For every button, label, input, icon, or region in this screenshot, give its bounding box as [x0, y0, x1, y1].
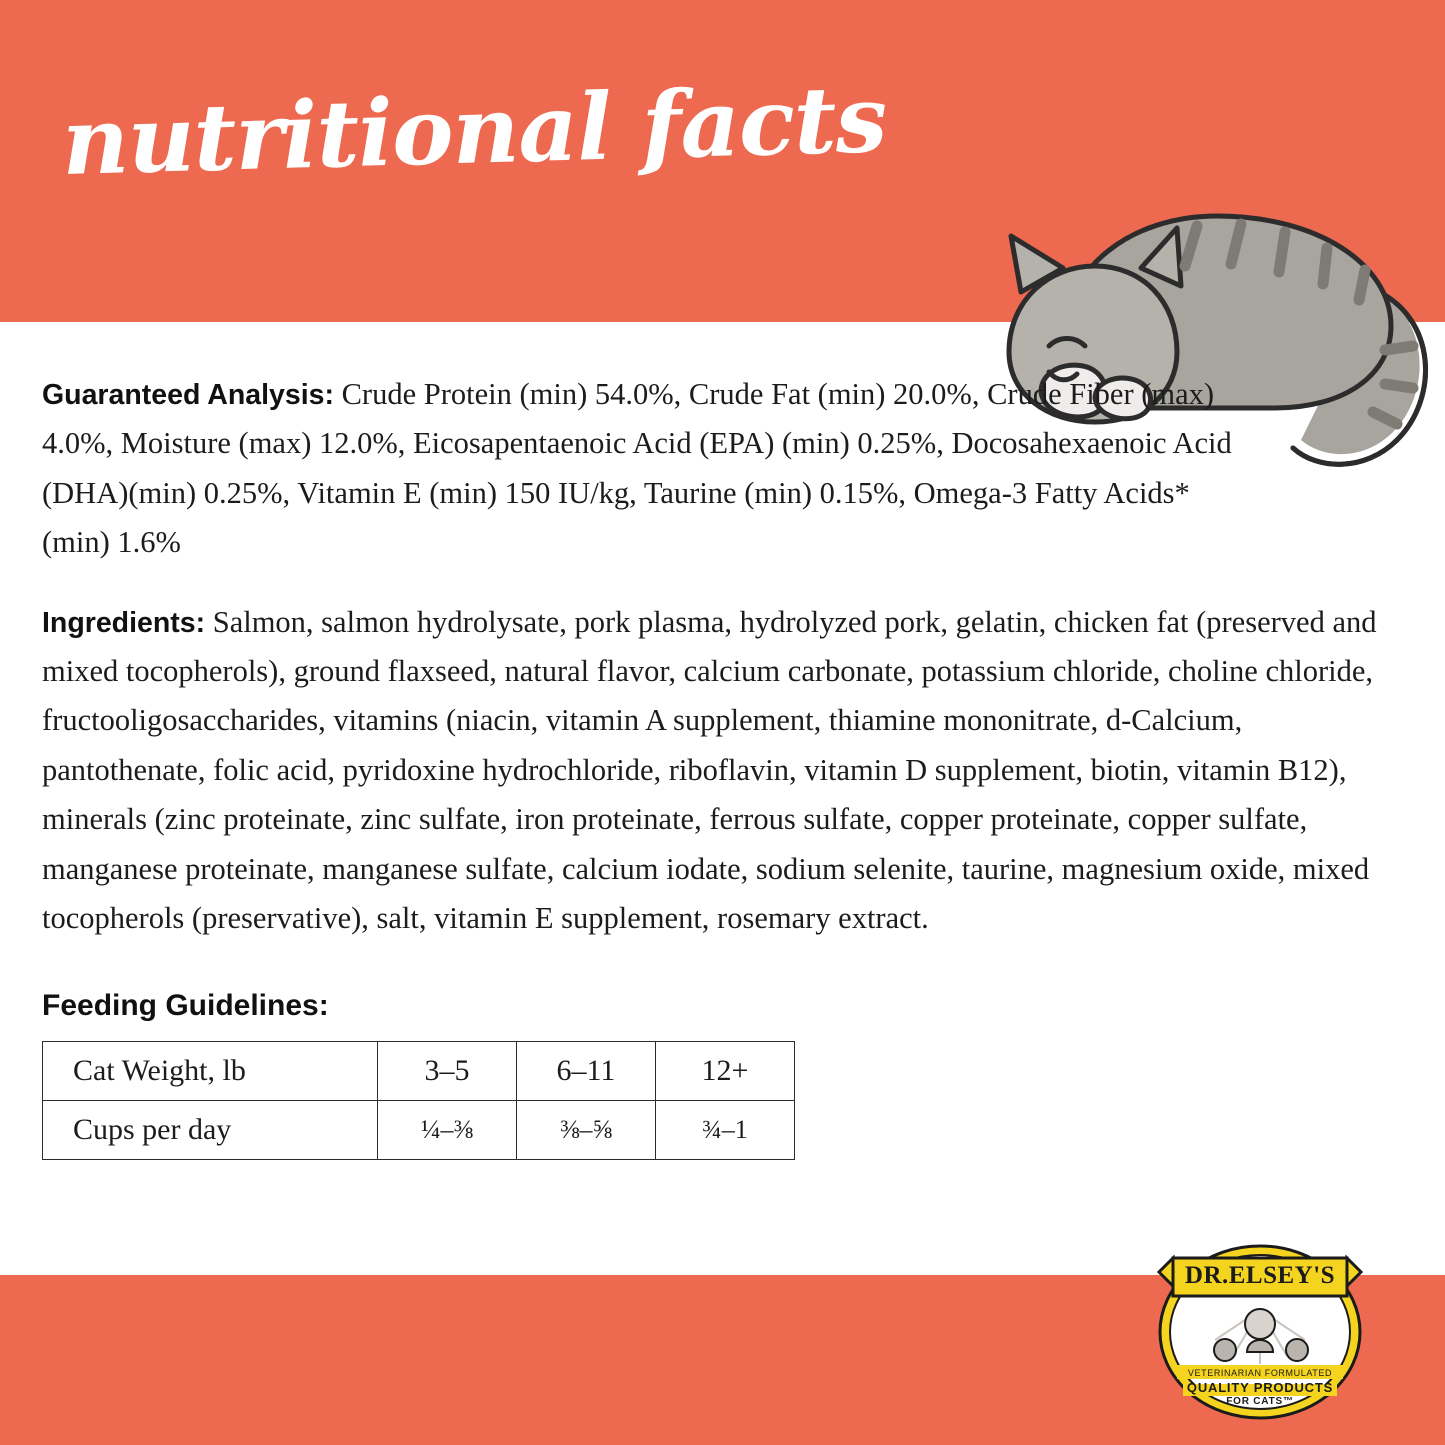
logo-tagline-3: FOR CATS™ — [1226, 1396, 1294, 1407]
logo-tagline-1: VETERINARIAN FORMULATED — [1187, 1368, 1333, 1378]
feeding-guidelines-table — [42, 1041, 795, 1160]
guaranteed-analysis-label: Guaranteed Analysis: — [42, 379, 334, 411]
logo-brand-text: DR.ELSEY'S — [1184, 1262, 1336, 1289]
table-row — [43, 1042, 795, 1101]
table-cell: 12+ — [656, 1042, 795, 1101]
table-cell: 6–11 — [517, 1042, 656, 1101]
label-content — [0, 322, 1445, 1160]
table-cell: ⅜–⅝ — [517, 1101, 656, 1160]
ingredients-text: Salmon, salmon hydrolysate, pork plasma, hydrolyzed pork, gelatin, chicken fat (preserved and mixed tocopherols), ground flaxseed, natural flavor, calcium carbonate, potassium chloride, choline chloride, fructooligosaccharides, vitamins (niacin, vitamin A supplement, thiamine mononitrate, d-Calcium, pantothenate, folic acid, pyridoxine hydrochloride, riboflavin, vitamin D supplement, biotin, vitamin B12), minerals (zinc proteinate, zinc sulfate, iron proteinate, ferrous sulfate, copper proteinate, copper sulfate, manganese proteinate, manganese sulfate, calcium iodate, sodium selenite, taurine, magnesium oxide, mixed tocopherols (preservative), salt, vitamin E supplement, rosemary extract. — [42, 604, 1377, 936]
table-row — [43, 1101, 795, 1160]
table-cell: 3–5 — [378, 1042, 517, 1101]
ingredients-label: Ingredients: — [42, 606, 206, 639]
table-row-header: Cat Weight, lb — [43, 1042, 378, 1101]
feeding-guidelines-title: Feeding Guidelines: — [42, 989, 329, 1023]
table-cell: ¾–1 — [656, 1101, 795, 1160]
dr-elseys-logo-icon — [1155, 1240, 1365, 1425]
guaranteed-analysis-paragraph — [42, 322, 1257, 568]
ingredients-paragraph — [42, 568, 1402, 944]
table-row-header: Cups per day — [43, 1101, 378, 1160]
table-cell: ¼–⅜ — [378, 1101, 517, 1160]
page-title: nutritional facts — [60, 65, 888, 196]
guaranteed-analysis-text: Crude Protein (min) 54.0%, Crude Fat (min) 20.0%, Crude Fiber (max) 4.0%, Moisture (max) 12.0%, Eicosapentaenoic Acid (EPA) (min) 0.25%, Docosahexaenoic Acid (DHA)(min) 0.25%, Vitamin E (min) 150 IU/kg, Taurine (min) 0.15%, Omega-3 Fatty Acids* (min) 1.6% — [42, 377, 1232, 560]
logo-tagline-2: QUALITY PRODUCTS — [1186, 1380, 1334, 1395]
